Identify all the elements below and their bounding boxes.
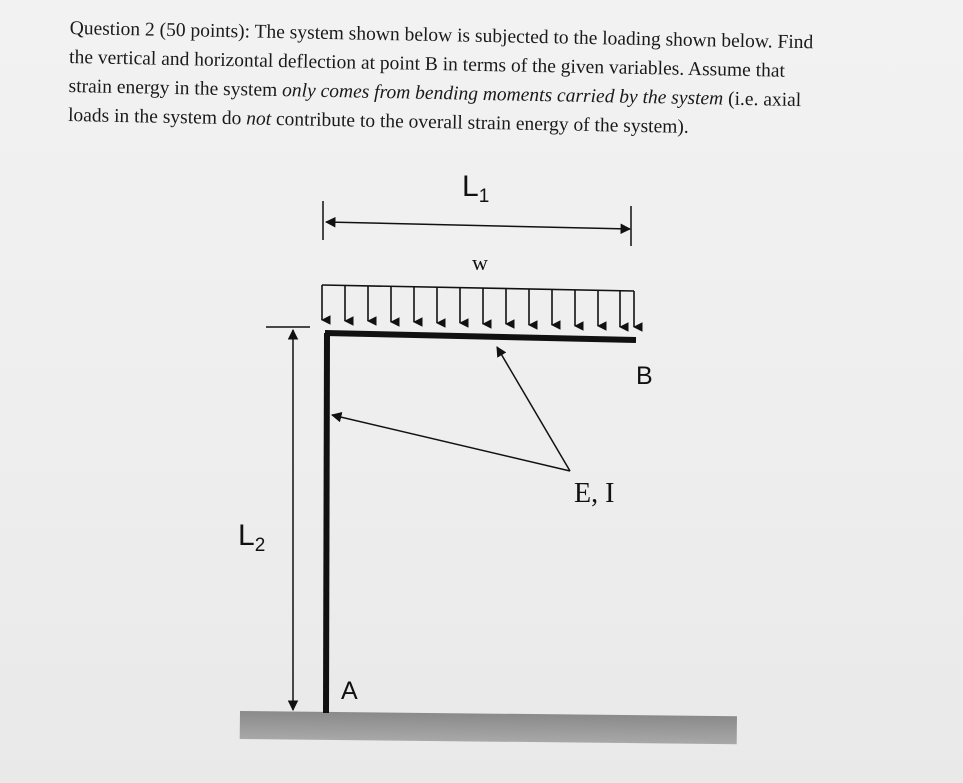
question-line-3-start: strain energy in the system xyxy=(68,75,283,102)
label-material-properties: E, I xyxy=(574,478,615,509)
question-line-3-end: (i.e. axial xyxy=(723,88,802,112)
question-line-1: Question 2 (50 points): The system shown below is subjected to the loading shown below. Find xyxy=(69,17,814,54)
label-distributed-load: w xyxy=(472,250,488,275)
label-point-b: B xyxy=(636,362,653,390)
dimension-l2 xyxy=(266,327,310,710)
label-l1: $L_1$ xyxy=(462,170,490,207)
ground-support xyxy=(240,711,737,744)
question-emphasis-not: not xyxy=(246,108,272,130)
vertical-column xyxy=(326,333,327,713)
horizontal-beam xyxy=(325,333,636,340)
question-emphasis-only: only comes from bending moments carried by the system xyxy=(281,80,724,110)
label-l2: $L_2$ xyxy=(238,519,266,556)
question-line-4-end: contribute to the overall strain energy of the system). xyxy=(270,108,689,138)
question-line-4-start: loads in the system do xyxy=(67,104,247,130)
label-point-a: A xyxy=(341,677,358,705)
ei-leader-lines xyxy=(332,347,570,471)
dimension-l1 xyxy=(323,201,631,246)
distributed-load xyxy=(322,285,634,327)
question-line-2: the vertical and horizontal deflection at point B in terms of the given variables. Assume that xyxy=(68,46,786,82)
